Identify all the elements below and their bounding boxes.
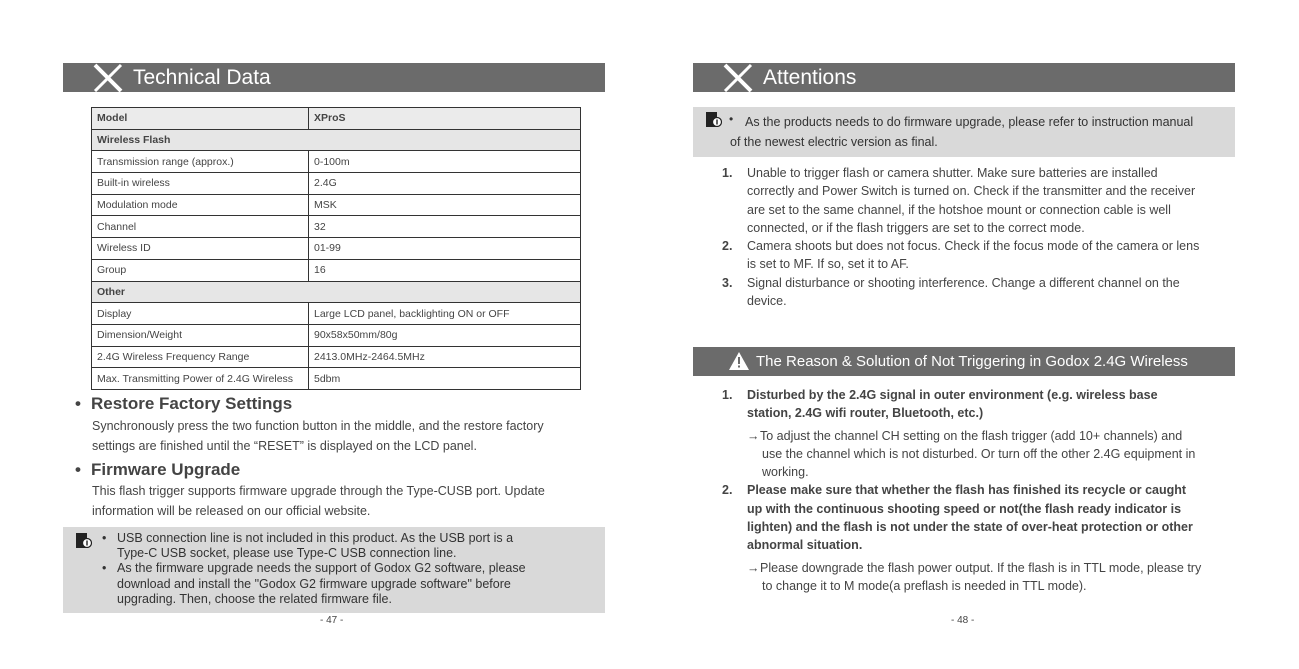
firmware-notice-box [693,107,1235,157]
table-row [92,368,581,390]
solution-line: working. [762,465,809,480]
reason-bold-line: up with the continuous shooting speed or not(the flash ready indicator is [747,501,1182,516]
table-row [92,324,581,346]
table-section-row [92,281,581,303]
table-row [92,303,581,325]
list-item [693,237,1253,274]
x-logo-icon [91,63,125,92]
table-row [92,151,581,173]
item-number: 3. [722,275,733,290]
table-cell-label: Transmission range (approx.) [92,151,309,173]
item-text-line: Camera shoots but does not focus. Check if the focus mode of the camera or lens [747,239,1200,254]
table-cell-value: 32 [309,216,581,238]
table-cell-label: Group [92,259,309,281]
attentions-banner [693,63,1235,92]
item-text-line: correctly and Power Switch is turned on. Check if the transmitter and the receiver [747,184,1196,199]
table-cell-value: Large LCD panel, backlighting ON or OFF [309,303,581,325]
banner-title: Technical Data [133,66,271,89]
table-row [92,238,581,260]
firmware-heading: • Firmware Upgrade [75,460,241,479]
x-logo-icon [721,63,755,92]
banner-title: Attentions [763,66,857,89]
item-number: 1. [722,388,733,402]
table-row [92,259,581,281]
table-header-cell: XProS [309,108,581,130]
table-header-cell: Model [92,108,309,130]
attention-list [693,164,1253,310]
bullet-icon: • [729,112,734,126]
list-item [693,481,1253,595]
table-header-row [92,108,581,130]
item-number: 2. [722,239,733,254]
reason-list [693,386,1253,595]
spec-table [91,107,581,390]
solution-line: Please downgrade the flash power output. If the flash is in TTL mode, please try [760,560,1202,575]
firmware-notice-text: As the products needs to do firmware upgrade, please refer to instruction manual of the newest electric version as final. [730,115,1194,149]
arrow-icon: → [747,560,760,575]
table-cell-label: Display [92,303,309,325]
table-cell-value: 2413.0MHz-2464.5MHz [309,346,581,368]
table-section-row [92,129,581,151]
item-text-line: is set to MF. If so, set it to AF. [747,257,909,272]
table-row [92,216,581,238]
item-text-line: connected, or if the flash triggers are set to the correct mode. [747,220,1085,235]
reason-bold-line: Please make sure that whether the flash has finished its recycle or caught [747,483,1187,498]
reason-bold-line: lighten) and the flash is not under the state of over-heat protection or other [747,520,1193,535]
note-icon [706,112,722,127]
table-cell-label: Dimension/Weight [92,324,309,346]
table-cell-value: 2.4G [309,173,581,195]
warning-banner-title: The Reason & Solution of Not Triggering in Godox 2.4G Wireless [756,353,1188,370]
table-cell-value: 5dbm [309,368,581,390]
firmware-text: This flash trigger supports firmware upgrade through the Type-CUSB port. Update information will be released on our official website. [92,484,545,518]
table-section-label: Other [92,281,581,303]
table-cell-value: 01-99 [309,238,581,260]
item-number: 2. [722,483,733,498]
solution-line: To adjust the channel CH setting on the flash trigger (add 10+ channels) and [760,428,1183,443]
reason-bold-line: station, 2.4G wifi router, Bluetooth, etc.) [747,406,984,421]
item-number: 1. [722,166,733,180]
solution-text [747,559,1253,596]
technical-data-banner [63,63,605,92]
table-cell-value: 90x58x50mm/80g [309,324,581,346]
note-icon [76,533,92,548]
firmware-note-box [63,527,605,613]
item-text-line: Signal disturbance or shooting interference. Change a different channel on the [747,275,1180,290]
table-section-label: Wireless Flash [92,129,581,151]
table-row [92,194,581,216]
arrow-icon: → [747,428,760,443]
reason-bold-line: abnormal situation. [747,538,863,553]
solution-line: use the channel which is not disturbed. Or turn off the other 2.4G equipment in [762,446,1196,461]
solution-text [747,427,1253,482]
table-row [92,173,581,195]
table-cell-label: Channel [92,216,309,238]
reason-bold-line: Disturbed by the 2.4G signal in outer environment (e.g. wireless base [747,388,1158,402]
item-text-line: Unable to trigger flash or camera shutter. Make sure batteries are installed [747,166,1158,180]
table-cell-value: MSK [309,194,581,216]
restore-heading: • Restore Factory Settings [75,394,293,413]
right-page [650,0,1299,669]
item-text-line: are set to the same channel, if the hotshoe mount or connection cable is well [747,202,1171,217]
table-cell-label: Max. Transmitting Power of 2.4G Wireless [92,368,309,390]
table-cell-label: 2.4G Wireless Frequency Range [92,346,309,368]
page-number: - 48 - [951,615,975,626]
firmware-note-list [99,531,599,607]
table-cell-label: Built-in wireless [92,173,309,195]
restore-text: Synchronously press the two function button in the middle, and the restore factory settings are finished until the “RESET” is displayed on the LCD panel. [92,419,544,453]
table-row [92,346,581,368]
list-item: • As the firmware upgrade needs the support of Godox G2 software, please download and install the "Godox G2 firmware upgrade software" before upgrading. Then, choose the related firmware file. [102,561,526,606]
table-cell-value: 16 [309,259,581,281]
table-cell-value: 0-100m [309,151,581,173]
list-item [693,274,1253,311]
item-text-line: device. [747,294,787,309]
table-cell-label: Wireless ID [92,238,309,260]
list-item [693,386,1253,481]
warning-banner [693,347,1235,376]
solution-line: to change it to M mode(a preflash is needed in TTL mode). [762,578,1087,593]
page-number: - 47 - [320,615,344,626]
table-cell-label: Modulation mode [92,194,309,216]
warning-icon [729,352,749,370]
list-item: • USB connection line is not included in this product. As the USB port is a Type-C USB socket, please use Type-C USB connection line. [102,531,514,561]
list-item [693,164,1253,237]
